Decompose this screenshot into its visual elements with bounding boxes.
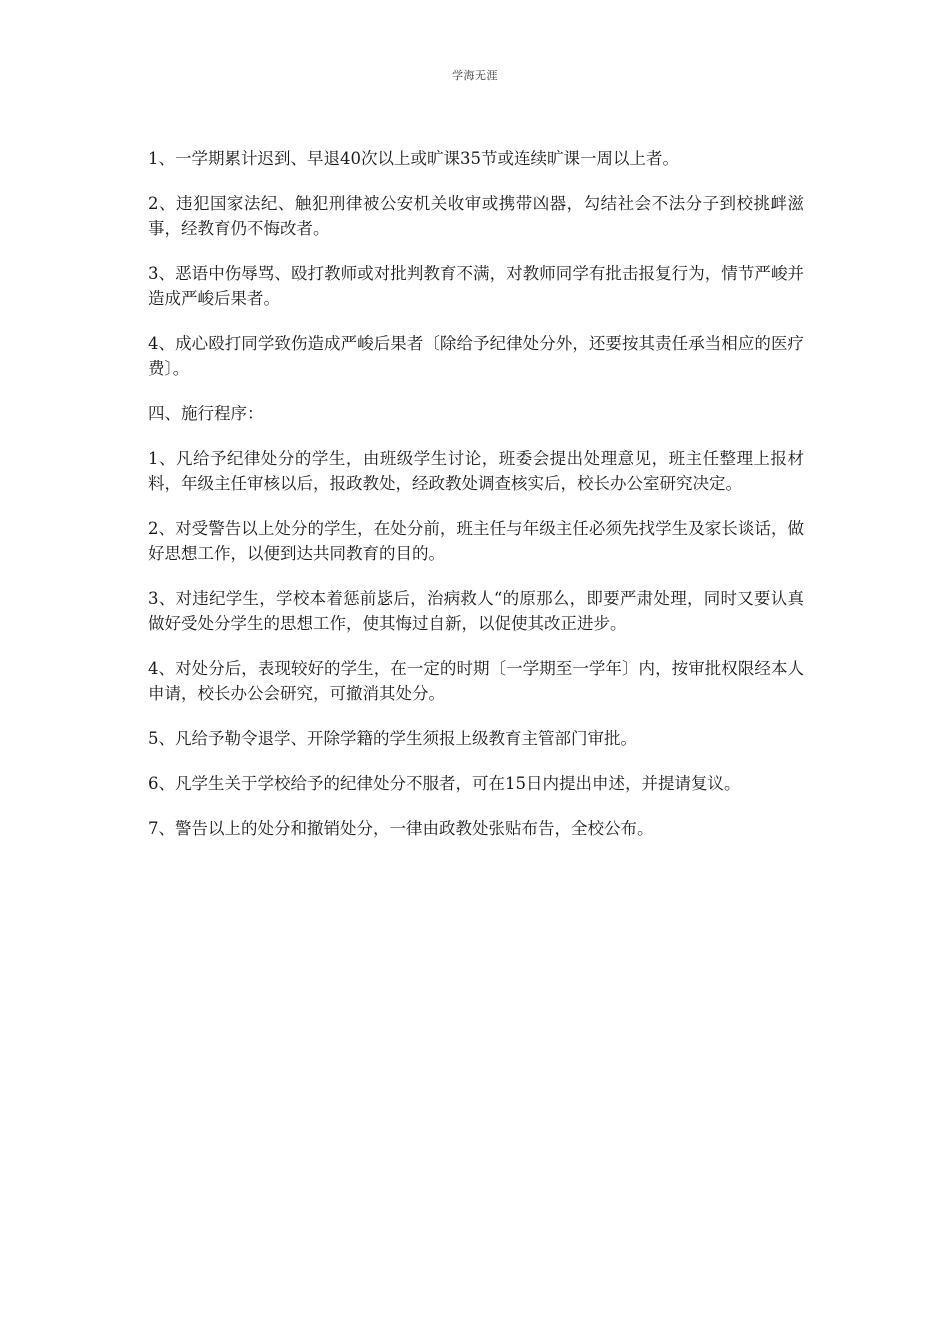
paragraph-procedure-3: 3、对违纪学生，学校本着惩前毖后，治病救人“的原那么，即要严肃处理，同时又要认真做好受处分学生的思想工作，使其悔过自新，以促使其改正进步。 (148, 589, 804, 633)
paragraph-rule-2: 2、违犯国家法纪、触犯刑律被公安机关收审或携带凶器，勾结社会不法分子到校挑衅滋事，经教育仍不悔改者。 (148, 194, 804, 238)
paragraph-procedure-2: 2、对受警告以上处分的学生，在处分前，班主任与年级主任必须先找学生及家长谈话，做好思想工作，以便到达共同教育的目的。 (148, 519, 804, 563)
paragraph-procedure-1: 1、凡给予纪律处分的学生，由班级学生讨论，班委会提出处理意见，班主任整理上报材料，年级主任审核以后，报政教处，经政教处调查核实后，校长办公室研究决定。 (148, 449, 804, 493)
paragraph-rule-3: 3、恶语中伤辱骂、殴打教师或对批判教育不满，对教师同学有批击报复行为，情节严峻并造成严峻后果者。 (148, 264, 804, 308)
paragraph-rule-1: 1、一学期累计迟到、早退40次以上或旷课35节或连续旷课一周以上者。 (148, 149, 679, 168)
paragraph-procedure-5: 5、凡给予勒令退学、开除学籍的学生须报上级教育主管部门审批。 (148, 729, 637, 748)
paragraph-procedure-7: 7、警告以上的处分和撤销处分，一律由政教处张贴布告，全校公布。 (148, 819, 654, 838)
section-heading-procedure: 四、施行程序： (148, 404, 264, 423)
page-header: 学海无涯 (452, 69, 498, 82)
paragraph-procedure-6: 6、凡学生关于学校给予的纪律处分不服者，可在15日内提出申述，并提请复议。 (148, 774, 741, 793)
paragraph-rule-4: 4、成心殴打同学致伤造成严峻后果者〔除给予纪律处分外，还要按其责任承当相应的医疗费〕。 (148, 334, 804, 378)
paragraph-procedure-4: 4、对处分后，表现较好的学生，在一定的时期〔一学期至一学年〕内，按审批权限经本人申请，校长办公会研究，可撤消其处分。 (148, 659, 804, 703)
document-body (148, 146, 804, 861)
